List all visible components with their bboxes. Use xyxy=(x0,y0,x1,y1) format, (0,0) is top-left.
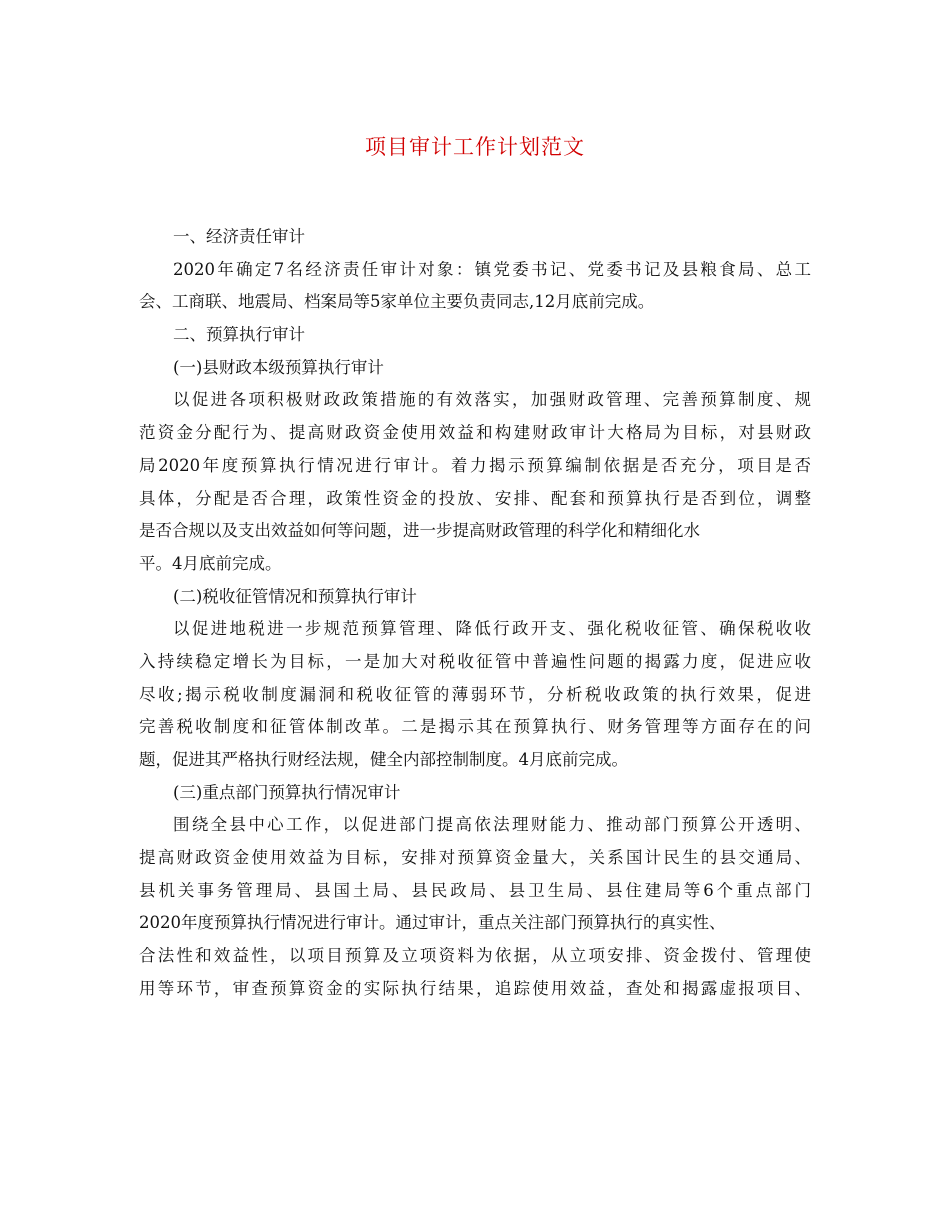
text-line: (三)重点部门预算执行情况审计 xyxy=(173,782,401,802)
text-line: (一)县财政本级预算执行审计 xyxy=(173,357,384,377)
text-line: 以促进地税进一步规范预算管理、降低行政开支、强化税收征管、确保税收收 xyxy=(173,619,811,639)
text-line: 提高财政资金使用效益为目标，安排对预算资金量大，关系国计民生的县交通局、 xyxy=(139,848,811,868)
text-line: 完善税收制度和征管体制改革。二是揭示其在预算执行、财务管理等方面存在的问 xyxy=(139,717,811,737)
text-line: (二)税收征管情况和预算执行审计 xyxy=(173,586,417,606)
text-line: 是否合规以及支出效益如何等问题，进一步提高财政管理的科学化和精细化水 xyxy=(139,521,700,541)
text-line: 县机关事务管理局、县国土局、县民政局、县卫生局、县住建局等6个重点部门 xyxy=(139,880,811,900)
text-line: 二、预算执行审计 xyxy=(173,325,305,345)
text-line: 围绕全县中心工作，以促进部门提高依法理财能力、推动部门预算公开透明、 xyxy=(173,815,811,835)
text-line: 2020年确定7名经济责任审计对象：镇党委书记、党委书记及县粮食局、总工 xyxy=(173,259,811,279)
document-body xyxy=(139,221,811,1006)
text-line: 尽收;揭示税收制度漏洞和税收征管的薄弱环节，分析税收政策的执行效果，促进 xyxy=(139,684,811,704)
text-line: 局2020年度预算执行情况进行审计。着力揭示预算编制依据是否充分，项目是否 xyxy=(139,455,811,475)
text-line: 会、工商联、地震局、档案局等5家单位主要负责同志,12月底前完成。 xyxy=(139,292,655,312)
document-title: 项目审计工作计划范文 xyxy=(365,135,585,159)
text-line: 平。4月底前完成。 xyxy=(139,553,282,573)
text-line: 以促进各项积极财政政策措施的有效落实，加强财政管理、完善预算制度、规 xyxy=(173,390,811,410)
text-line: 具体，分配是否合理，政策性资金的投放、安排、配套和预算执行是否到位，调整 xyxy=(139,488,811,508)
text-line: 用等环节，审查预算资金的实际执行结果，追踪使用效益，查处和揭露虚报项目、 xyxy=(139,978,811,998)
text-line: 2020年度预算执行情况进行审计。通过审计，重点关注部门预算执行的真实性、 xyxy=(139,913,726,933)
text-line: 题，促进其严格执行财经法规，健全内部控制制度。4月底前完成。 xyxy=(139,750,628,769)
text-line: 一、经济责任审计 xyxy=(173,227,305,246)
text-line: 合法性和效益性，以项目预算及立项资料为依据，从立项安排、资金拨付、管理使 xyxy=(139,946,811,966)
text-line: 范资金分配行为、提高财政资金使用效益和构建财政审计大格局为目标，对县财政 xyxy=(139,423,811,443)
text-line: 入持续稳定增长为目标，一是加大对税收征管中普遍性问题的揭露力度，促进应收 xyxy=(139,651,811,671)
